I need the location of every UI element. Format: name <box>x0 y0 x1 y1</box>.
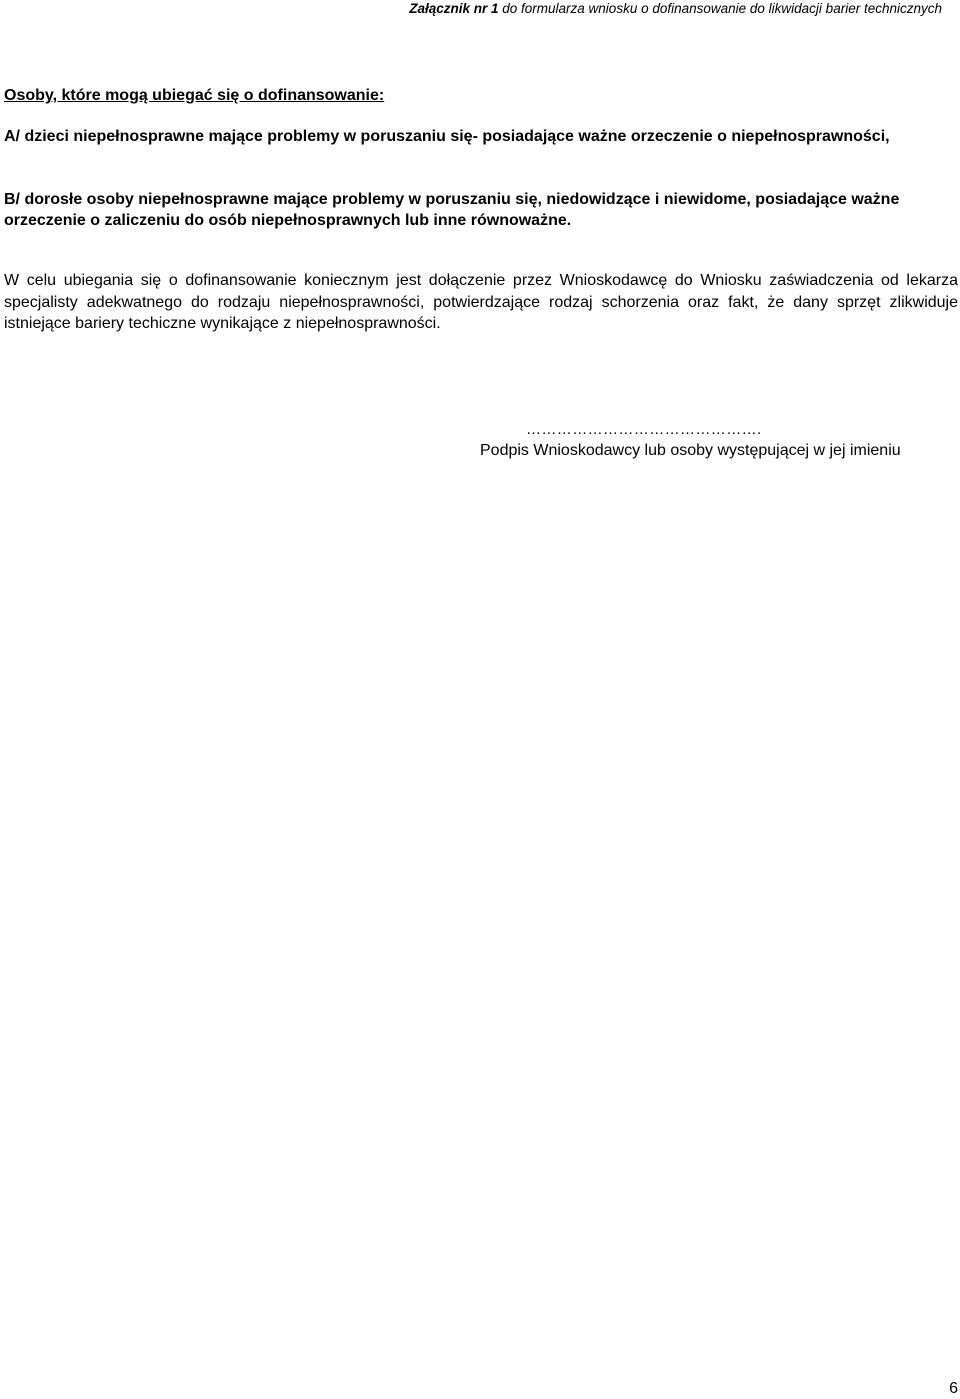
page-header <box>409 0 942 18</box>
eligibility-item-a: A/ dzieci niepełnosprawne mające problemy w poruszaniu się- posiadające ważne orzeczenie o niepełnosprawności, <box>4 128 890 145</box>
attachment-description: do formularza wniosku o dofinansowanie do likwidacji barier technicznych <box>498 1 942 16</box>
attachment-label: Załącznik nr 1 <box>409 1 499 16</box>
eligibility-item-b: B/ dorosłe osoby niepełnosprawne mające problemy w poruszaniu się, niedowidzące i niewidome, posiadające ważne orzeczenie o zaliczeniu do osób niepełnosprawnych lub inne równoważne. <box>4 191 900 229</box>
section-heading: Osoby, które mogą ubiegać się o dofinansowanie: <box>4 87 385 104</box>
page-number: 6 <box>949 1380 958 1397</box>
signature-label: Podpis Wnioskodawcy lub osoby występującej w jej imieniu <box>480 442 901 459</box>
signature-line: ………………………………………. <box>526 421 762 438</box>
requirement-paragraph: W celu ubiegania się o dofinansowanie koniecznym jest dołączenie przez Wnioskodawcę do Wniosku zaświadczenia od lekarza specjalisty adekwatnego do rodzaju niepełnosprawności, potwierdzające rodzaj schorzenia oraz fakt, że dany sprzęt zlikwiduje istniejące bariery techiczne wynikające z niepełnosprawności. <box>4 272 958 332</box>
